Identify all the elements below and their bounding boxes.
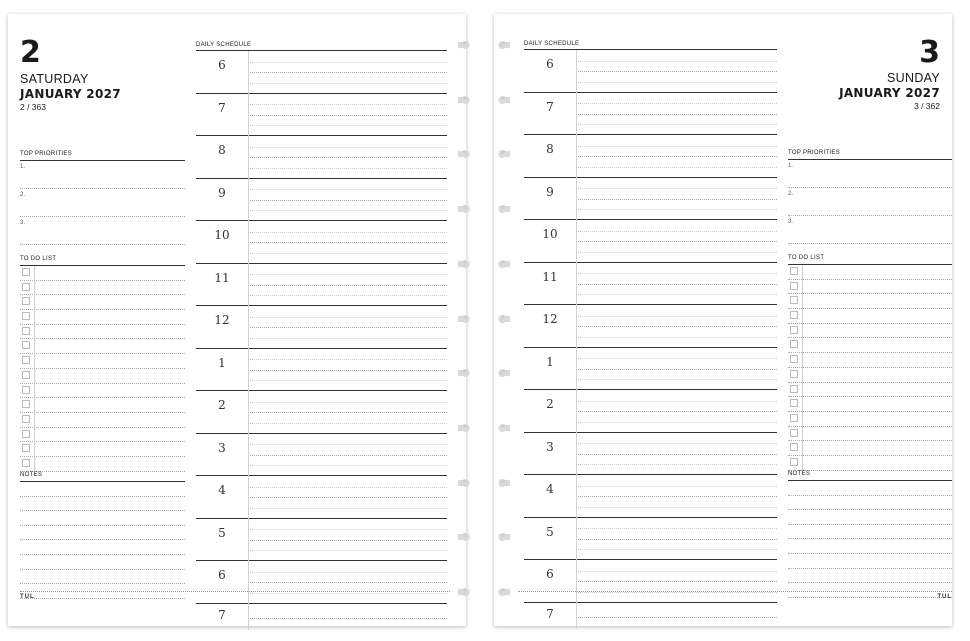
notes-line[interactable] xyxy=(788,554,952,569)
notes xyxy=(20,472,185,599)
hour-label: 11 xyxy=(542,269,558,284)
time-subdivision-line xyxy=(576,549,777,550)
todo-row[interactable] xyxy=(788,353,952,368)
time-subdivision-line xyxy=(248,242,447,243)
priority-row[interactable] xyxy=(788,160,952,188)
time-subdivision-line xyxy=(576,507,777,508)
time-subdivision-line xyxy=(248,402,447,403)
time-subdivision-line xyxy=(576,326,777,327)
time-subdivision-line xyxy=(248,189,447,190)
todo-row[interactable] xyxy=(788,338,952,353)
notes-label: NOTES xyxy=(20,472,185,482)
time-subdivision-line xyxy=(248,572,447,573)
hour-slot[interactable] xyxy=(196,391,447,434)
time-subdivision-line xyxy=(576,124,777,125)
hour-slot[interactable] xyxy=(196,306,447,349)
hour-label: 7 xyxy=(546,606,554,621)
time-subdivision-line xyxy=(248,147,447,148)
notes-line[interactable] xyxy=(20,497,185,512)
daily-schedule-label: DAILY SCHEDULE xyxy=(196,42,447,51)
hour-label: 6 xyxy=(546,567,554,581)
hour-label: 4 xyxy=(546,482,554,496)
hour-label: 8 xyxy=(218,143,226,157)
todo-row[interactable] xyxy=(788,397,952,412)
todo-checkbox[interactable] xyxy=(22,297,30,305)
disc-binding-hole-icon xyxy=(457,530,471,544)
hour-label: 3 xyxy=(218,440,226,455)
time-subdivision-line xyxy=(248,423,447,424)
hour-slot[interactable] xyxy=(524,178,777,221)
footer-rule xyxy=(20,591,450,592)
todo-row[interactable] xyxy=(788,441,952,456)
todo-checkbox[interactable] xyxy=(790,399,798,407)
hour-slot[interactable] xyxy=(524,305,777,348)
time-subdivision-line xyxy=(248,232,447,233)
time-subdivision-line xyxy=(576,114,777,115)
todo-row[interactable] xyxy=(788,294,952,309)
time-subdivision-line xyxy=(248,295,447,296)
hour-label: 6 xyxy=(218,58,226,72)
schedule-grid xyxy=(524,50,777,629)
hour-slot[interactable] xyxy=(524,263,777,306)
time-subdivision-line xyxy=(248,210,447,211)
hour-label: 9 xyxy=(546,184,554,199)
todo-row[interactable] xyxy=(20,442,185,457)
hour-slot[interactable] xyxy=(524,390,777,433)
top-priorities xyxy=(20,151,185,245)
todo-row[interactable] xyxy=(20,428,185,443)
todo-checkbox-divider xyxy=(802,265,803,471)
disc-binding-hole-icon xyxy=(497,93,511,107)
hour-label: 1 xyxy=(546,354,554,369)
notes-line[interactable] xyxy=(788,510,952,525)
disc-binding-hole-icon xyxy=(497,38,511,52)
time-subdivision-line xyxy=(248,338,447,339)
hour-slot[interactable] xyxy=(524,50,777,93)
todo-list-label: TO DO LIST xyxy=(20,256,185,266)
hour-label: 10 xyxy=(214,228,230,242)
left-planner-page xyxy=(8,14,466,626)
time-subdivision-line xyxy=(576,156,777,157)
daily-schedule xyxy=(524,41,777,629)
hour-label: 10 xyxy=(542,227,558,241)
priority-row[interactable] xyxy=(788,216,952,244)
hour-slot[interactable] xyxy=(196,349,447,392)
todo-checkbox[interactable] xyxy=(22,371,30,379)
time-subdivision-line xyxy=(248,412,447,413)
todo-checkbox[interactable] xyxy=(22,444,30,452)
disc-binding-hole-icon xyxy=(497,366,511,380)
todo-checkbox[interactable] xyxy=(790,385,798,393)
hour-slot[interactable] xyxy=(524,348,777,391)
hour-label: 12 xyxy=(542,312,558,326)
time-subdivision-line xyxy=(576,337,777,338)
todo-row[interactable] xyxy=(788,456,952,471)
time-subdivision-line xyxy=(248,285,447,286)
hour-label: 12 xyxy=(214,313,230,327)
hour-slot[interactable] xyxy=(196,221,447,264)
todo-checkbox[interactable] xyxy=(22,341,30,349)
day-number: 3 xyxy=(919,35,940,70)
todo-row[interactable] xyxy=(20,398,185,413)
time-subdivision-line xyxy=(576,528,777,529)
todo-row[interactable] xyxy=(20,384,185,399)
time-subdivision-line xyxy=(248,327,447,328)
notes-line[interactable] xyxy=(788,496,952,511)
time-subdivision-line xyxy=(248,104,447,105)
hour-label: 5 xyxy=(218,525,226,540)
todo-checkbox[interactable] xyxy=(22,312,30,320)
disc-binding-hole-icon xyxy=(497,421,511,435)
priority-row[interactable] xyxy=(20,217,185,245)
time-subdivision-line xyxy=(248,62,447,63)
todo-checkbox[interactable] xyxy=(790,370,798,378)
hour-label: 5 xyxy=(546,524,554,539)
time-subdivision-line xyxy=(248,529,447,530)
schedule-grid xyxy=(196,51,447,630)
todo-checkbox[interactable] xyxy=(22,283,30,291)
todo-checkbox[interactable] xyxy=(790,311,798,319)
todo-row[interactable] xyxy=(20,281,185,296)
todo-row[interactable] xyxy=(20,266,185,281)
time-subdivision-line xyxy=(248,618,447,619)
time-subdivision-line xyxy=(248,274,447,275)
todo-list xyxy=(788,255,952,471)
priority-number: 2. xyxy=(20,192,26,198)
todo-checkbox[interactable] xyxy=(22,356,30,364)
hour-slot[interactable] xyxy=(196,51,447,94)
disc-binding-hole-icon xyxy=(497,585,511,599)
day-name: SUNDAY xyxy=(887,71,940,85)
disc-binding-hole-icon xyxy=(457,147,471,161)
notes-line[interactable] xyxy=(20,511,185,526)
notes-line[interactable] xyxy=(788,539,952,554)
todo-row[interactable] xyxy=(788,427,952,442)
disc-binding-hole-icon xyxy=(497,147,511,161)
todo-checkbox[interactable] xyxy=(22,459,30,467)
hour-label: 3 xyxy=(546,439,554,454)
notes-line[interactable] xyxy=(20,555,185,570)
todo-checkbox[interactable] xyxy=(790,429,798,437)
todo-checkbox[interactable] xyxy=(790,458,798,466)
time-subdivision-line xyxy=(576,294,777,295)
time-subdivision-line xyxy=(576,316,777,317)
time-subdivision-line xyxy=(576,209,777,210)
top-priorities xyxy=(788,150,952,244)
todo-row[interactable] xyxy=(788,383,952,398)
time-subdivision-line xyxy=(248,487,447,488)
time-subdivision-line xyxy=(248,380,447,381)
time-column-divider xyxy=(576,50,577,629)
time-subdivision-line xyxy=(576,571,777,572)
hour-label: 6 xyxy=(546,57,554,71)
time-subdivision-line xyxy=(576,454,777,455)
day-name: SATURDAY xyxy=(20,72,89,86)
time-subdivision-line xyxy=(576,284,777,285)
hour-label: 1 xyxy=(218,355,226,370)
time-subdivision-line xyxy=(248,455,447,456)
notes-lines xyxy=(788,481,952,598)
priority-row[interactable] xyxy=(788,188,952,216)
time-subdivision-line xyxy=(248,593,447,594)
disc-binding-hole-icon xyxy=(457,421,471,435)
priority-row[interactable] xyxy=(20,161,185,189)
time-subdivision-line xyxy=(576,443,777,444)
right-planner-page xyxy=(494,14,952,626)
hour-slot[interactable] xyxy=(524,433,777,476)
disc-binding-hole-icon xyxy=(457,38,471,52)
time-subdivision-line xyxy=(248,444,447,445)
time-subdivision-line xyxy=(248,508,447,509)
time-subdivision-line xyxy=(576,199,777,200)
hour-label: 2 xyxy=(546,397,554,411)
time-subdivision-line xyxy=(576,496,777,497)
notes-line[interactable] xyxy=(20,526,185,541)
todo-row[interactable] xyxy=(788,412,952,427)
todo-row[interactable] xyxy=(20,369,185,384)
todo-checkbox[interactable] xyxy=(790,296,798,304)
notes-line[interactable] xyxy=(788,525,952,540)
time-subdivision-line xyxy=(576,252,777,253)
time-subdivision-line xyxy=(576,401,777,402)
time-subdivision-line xyxy=(576,358,777,359)
todo-row[interactable] xyxy=(20,295,185,310)
todo-checkbox[interactable] xyxy=(790,414,798,422)
top-priorities-label: TOP PRIORITIES xyxy=(20,151,185,161)
todo-checkbox[interactable] xyxy=(790,443,798,451)
hour-label: 4 xyxy=(218,483,226,497)
hour-slot[interactable] xyxy=(196,434,447,477)
todo-row[interactable] xyxy=(788,324,952,339)
time-subdivision-line xyxy=(248,370,447,371)
todo-row[interactable] xyxy=(20,339,185,354)
footer-rule xyxy=(518,591,952,592)
hour-label: 11 xyxy=(214,270,230,285)
time-subdivision-line xyxy=(576,241,777,242)
time-subdivision-line xyxy=(576,422,777,423)
time-subdivision-line xyxy=(248,83,447,84)
time-subdivision-line xyxy=(576,581,777,582)
disc-binding-hole-icon xyxy=(457,476,471,490)
hour-label: 7 xyxy=(218,607,226,622)
priority-number: 1. xyxy=(20,164,26,170)
todo-checkbox[interactable] xyxy=(22,327,30,335)
todo-row[interactable] xyxy=(20,457,185,472)
brand-mark: TUL xyxy=(20,594,35,600)
time-subdivision-line xyxy=(576,411,777,412)
hour-slot[interactable] xyxy=(196,136,447,179)
time-subdivision-line xyxy=(576,539,777,540)
month-year: JANUARY 2027 xyxy=(839,86,940,100)
todo-list xyxy=(20,256,185,472)
disc-binding-hole-icon xyxy=(497,530,511,544)
time-subdivision-line xyxy=(576,379,777,380)
hour-slot[interactable] xyxy=(524,93,777,136)
hour-slot[interactable] xyxy=(524,518,777,561)
time-subdivision-line xyxy=(248,582,447,583)
todo-row[interactable] xyxy=(788,309,952,324)
daily-schedule-label: DAILY SCHEDULE xyxy=(524,41,777,50)
time-subdivision-line xyxy=(576,486,777,487)
hour-slot[interactable] xyxy=(524,560,777,603)
notes-line[interactable] xyxy=(20,570,185,585)
hour-label: 7 xyxy=(546,99,554,114)
time-subdivision-line xyxy=(248,168,447,169)
disc-binding-hole-icon xyxy=(497,202,511,216)
priority-number: 2. xyxy=(788,191,794,197)
time-subdivision-line xyxy=(248,115,447,116)
time-subdivision-line xyxy=(248,550,447,551)
time-subdivision-line xyxy=(576,231,777,232)
time-subdivision-line xyxy=(576,369,777,370)
todo-checkbox[interactable] xyxy=(22,415,30,423)
notes-lines xyxy=(20,482,185,599)
notes xyxy=(788,471,952,598)
hour-slot[interactable] xyxy=(196,94,447,137)
notes-line[interactable] xyxy=(20,482,185,497)
time-subdivision-line xyxy=(248,317,447,318)
time-subdivision-line xyxy=(576,82,777,83)
notes-line[interactable] xyxy=(788,481,952,496)
todo-checkbox[interactable] xyxy=(790,326,798,334)
todo-row[interactable] xyxy=(20,325,185,340)
todo-row[interactable] xyxy=(20,310,185,325)
disc-binding-hole-icon xyxy=(497,312,511,326)
time-subdivision-line xyxy=(248,72,447,73)
time-subdivision-line xyxy=(248,253,447,254)
notes-label: NOTES xyxy=(788,471,952,481)
hour-label: 6 xyxy=(218,568,226,582)
month-year: JANUARY 2027 xyxy=(20,87,121,101)
hour-slot[interactable] xyxy=(196,179,447,222)
time-subdivision-line xyxy=(576,188,777,189)
time-subdivision-line xyxy=(248,540,447,541)
priority-row[interactable] xyxy=(20,189,185,217)
time-subdivision-line xyxy=(576,103,777,104)
disc-binding-hole-icon xyxy=(497,476,511,490)
todo-checkbox[interactable] xyxy=(790,267,798,275)
top-priorities-label: TOP PRIORITIES xyxy=(788,150,952,160)
todo-checkbox[interactable] xyxy=(790,282,798,290)
todo-rows xyxy=(788,265,952,471)
day-of-year: 2 / 363 xyxy=(20,102,46,112)
day-of-year: 3 / 362 xyxy=(914,101,940,111)
time-subdivision-line xyxy=(248,125,447,126)
time-subdivision-line xyxy=(576,592,777,593)
hour-slot[interactable] xyxy=(524,603,777,629)
brand-mark: TUL xyxy=(937,594,952,600)
hour-label: 8 xyxy=(546,142,554,156)
priority-number: 3. xyxy=(788,219,794,225)
hour-slot[interactable] xyxy=(196,561,447,604)
todo-checkbox[interactable] xyxy=(22,386,30,394)
time-subdivision-line xyxy=(576,617,777,618)
hour-slot[interactable] xyxy=(524,220,777,263)
todo-checkbox[interactable] xyxy=(22,400,30,408)
todo-row[interactable] xyxy=(788,368,952,383)
time-subdivision-line xyxy=(576,61,777,62)
hour-label: 9 xyxy=(218,185,226,200)
notes-line[interactable] xyxy=(20,540,185,555)
hour-slot[interactable] xyxy=(196,604,447,630)
day-number: 2 xyxy=(20,35,41,70)
todo-checkbox-divider xyxy=(34,266,35,472)
time-subdivision-line xyxy=(576,71,777,72)
hour-label: 7 xyxy=(218,100,226,115)
disc-binding-hole-icon xyxy=(457,366,471,380)
disc-binding-hole-icon xyxy=(457,312,471,326)
disc-binding-hole-icon xyxy=(457,93,471,107)
todo-checkbox[interactable] xyxy=(22,268,30,276)
daily-schedule xyxy=(196,42,447,630)
todo-row[interactable] xyxy=(788,280,952,295)
hour-slot[interactable] xyxy=(196,519,447,562)
time-subdivision-line xyxy=(576,146,777,147)
disc-binding-hole-icon xyxy=(457,257,471,271)
disc-binding-hole-icon xyxy=(497,257,511,271)
todo-row[interactable] xyxy=(20,354,185,369)
hour-slot[interactable] xyxy=(196,476,447,519)
todo-list-label: TO DO LIST xyxy=(788,255,952,265)
notes-line[interactable] xyxy=(788,569,952,584)
time-subdivision-line xyxy=(248,157,447,158)
hour-slot[interactable] xyxy=(524,135,777,178)
todo-rows xyxy=(20,266,185,472)
priority-number: 1. xyxy=(788,163,794,169)
todo-row[interactable] xyxy=(788,265,952,280)
time-subdivision-line xyxy=(576,464,777,465)
todo-checkbox[interactable] xyxy=(790,355,798,363)
priority-number: 3. xyxy=(20,220,26,226)
time-subdivision-line xyxy=(248,359,447,360)
time-subdivision-line xyxy=(576,273,777,274)
time-subdivision-line xyxy=(576,167,777,168)
todo-checkbox[interactable] xyxy=(22,430,30,438)
hour-label: 2 xyxy=(218,398,226,412)
hour-slot[interactable] xyxy=(524,475,777,518)
todo-checkbox[interactable] xyxy=(790,340,798,348)
disc-binding-hole-icon xyxy=(457,202,471,216)
time-subdivision-line xyxy=(248,465,447,466)
time-subdivision-line xyxy=(248,497,447,498)
time-column-divider xyxy=(248,51,249,630)
disc-binding-hole-icon xyxy=(457,585,471,599)
hour-slot[interactable] xyxy=(196,264,447,307)
time-subdivision-line xyxy=(248,200,447,201)
todo-row[interactable] xyxy=(20,413,185,428)
